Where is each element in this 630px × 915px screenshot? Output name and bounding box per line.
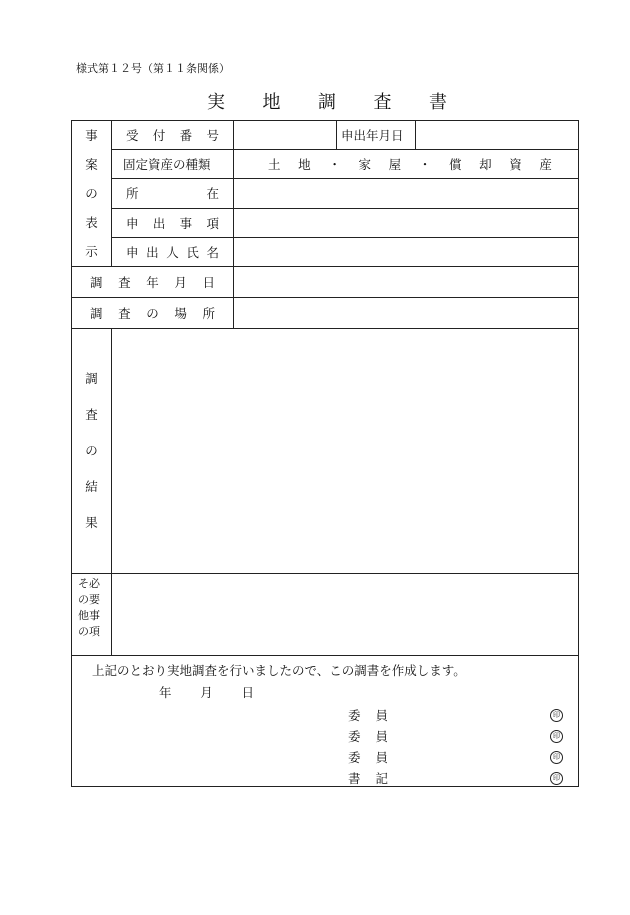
applicant-name-label: 申 出 人 氏 名	[112, 237, 234, 266]
closing-date[interactable]: 年 月 日	[159, 685, 254, 700]
filing-matter-label: 申 出 事 項	[112, 208, 234, 237]
signatory-row[interactable]: 委 員 印	[348, 748, 563, 766]
seal-icon: 印	[550, 772, 563, 785]
title-char: 査	[373, 92, 392, 113]
survey-date-field[interactable]	[234, 267, 579, 298]
asset-type-label: 固定資産の種類	[112, 150, 234, 179]
seal-icon: 印	[550, 709, 563, 722]
closing-statement: 上記のとおり実地調査を行いましたので、この調書を作成します。	[92, 663, 466, 678]
form-number: 様式第１２号（第１１条関係）	[76, 62, 230, 75]
signatory-row[interactable]: 書 記 印	[348, 769, 563, 787]
survey-result-field[interactable]	[112, 329, 579, 574]
survey-form-table	[71, 120, 579, 787]
filing-matter-field[interactable]	[234, 208, 579, 237]
seal-icon: 印	[550, 751, 563, 764]
title-char: 実	[207, 92, 225, 113]
location-label: 所 在	[112, 179, 234, 208]
survey-place-label: 調 査 の 場 所	[72, 298, 234, 329]
closing-section	[72, 656, 579, 787]
other-necessary-matters-field[interactable]	[112, 574, 579, 656]
survey-place-field[interactable]	[234, 298, 579, 329]
case-section-label: 事 案 の 表 示	[72, 121, 112, 267]
title-char: 調	[318, 92, 336, 113]
title-char: 地	[262, 92, 281, 113]
survey-date-label: 調 査 年 月 日	[72, 267, 234, 298]
seal-icon: 印	[550, 730, 563, 743]
signatory-row[interactable]: 委 員 印	[348, 727, 563, 745]
filing-date-label: 申出年月日	[337, 121, 416, 150]
signatory-row[interactable]: 委 員 印	[348, 706, 563, 724]
location-field[interactable]	[234, 179, 579, 208]
applicant-name-field[interactable]	[234, 237, 579, 266]
other-necessary-matters-label: そ必 の要 他事 の項	[72, 574, 112, 656]
asset-type-options[interactable]: 土 地 ・ 家 屋 ・ 償 却 資 産	[234, 150, 579, 179]
form-title	[207, 88, 447, 114]
receipt-number-field[interactable]	[234, 121, 337, 150]
survey-result-label: 調 査 の 結 果	[72, 329, 112, 574]
filing-date-field[interactable]	[416, 121, 579, 150]
receipt-number-label: 受 付 番 号	[112, 121, 234, 150]
title-char: 書	[429, 92, 447, 113]
